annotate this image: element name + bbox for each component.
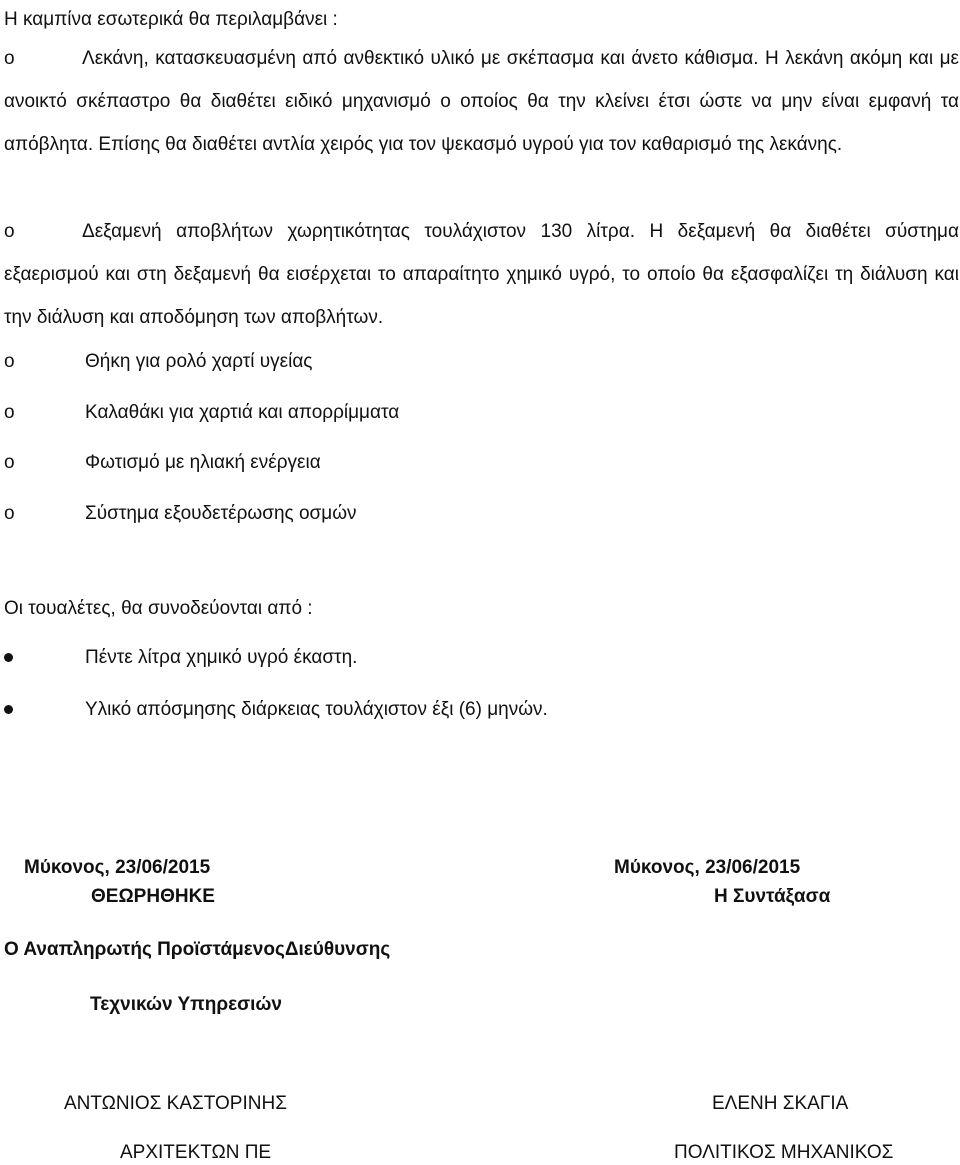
left-place-date: Μύκονος, 23/06/2015: [24, 857, 211, 878]
list-marker: o: [4, 221, 15, 242]
list-marker: o: [4, 503, 15, 524]
role-line-2: Τεχνικών Υπηρεσιών: [90, 994, 283, 1015]
accompany-heading: Οι τουαλέτες, θα συνοδεύονται από :: [4, 598, 313, 619]
list-item: [4, 37, 959, 166]
bullet-dot-icon: [4, 705, 13, 714]
list-marker: o: [4, 402, 15, 423]
right-signatory-name: ΕΛΕΝΗ ΣΚΑΓΙΑ: [712, 1093, 849, 1114]
right-signatory-title: ΠΟΛΙΤΙΚΟΣ ΜΗΧΑΝΙΚΟΣ: [674, 1142, 894, 1163]
role-line-1: Ο Αναπληρωτής ΠροϊστάμενοςΔιεύθυνσης: [4, 939, 391, 960]
list-marker: o: [4, 452, 15, 473]
intro-heading: Η καμπίνα εσωτερικά θα περιλαμβάνει :: [4, 9, 338, 30]
bullet-item-text: Πέντε λίτρα χημικό υγρό έκαστη.: [85, 647, 358, 668]
list-item-text: Καλαθάκι για χαρτιά και απορρίμματα: [85, 402, 400, 423]
bullet-item-text: Υλικό απόσμησης διάρκειας τουλάχιστον έξι (6) μηνών.: [85, 699, 548, 720]
left-status: ΘΕΩΡΗΘΗΚΕ: [91, 886, 215, 907]
left-signatory-name: ΑΝΤΩΝΙΟΣ ΚΑΣΤΟΡΙΝΗΣ: [64, 1093, 287, 1114]
list-item: [4, 210, 959, 339]
list-item-text: Σύστημα εξουδετέρωσης οσμών: [85, 503, 357, 524]
list-item-text: Λεκάνη, κατασκευασμένη από ανθεκτικό υλικό με σκέπασμα και άνετο κάθισμα. Η λεκάνη ακόμη και με ανοικτό σκέπαστρο θα διαθέτει ειδικό μηχανισμό ο οποίος θα την κλείνει έτσι ώστε να μην είναι εμφανή τα απόβλητα. Επίσης θα διαθέτει αντλία χειρός για τον ψεκασμό υγρού για τον καθαρισμό της λεκάνης.: [4, 48, 959, 155]
list-marker: o: [4, 48, 15, 69]
list-item-text: Δεξαμενή αποβλήτων χωρητικότητας τουλάχιστον 130 λίτρα. Η δεξαμενή θα διαθέτει σύστημα εξαερισμού και στη δεξαμενή θα εισέρχεται το απαραίτητο χημικό υγρό, το οποίο θα εξασφαλίζει τη διάλυση και την διάλυση και αποδόμηση των αποβλήτων.: [4, 221, 959, 328]
bullet-dot-icon: [4, 653, 13, 662]
right-place-date: Μύκονος, 23/06/2015: [614, 857, 801, 878]
right-status: Η Συντάξασα: [714, 886, 831, 907]
list-marker: o: [4, 351, 15, 372]
left-signatory-title: ΑΡΧΙΤΕΚΤΩΝ ΠΕ: [120, 1142, 272, 1163]
list-item-text: Θήκη για ρολό χαρτί υγείας: [85, 351, 313, 372]
list-item-text: Φωτισμό με ηλιακή ενέργεια: [85, 452, 321, 473]
